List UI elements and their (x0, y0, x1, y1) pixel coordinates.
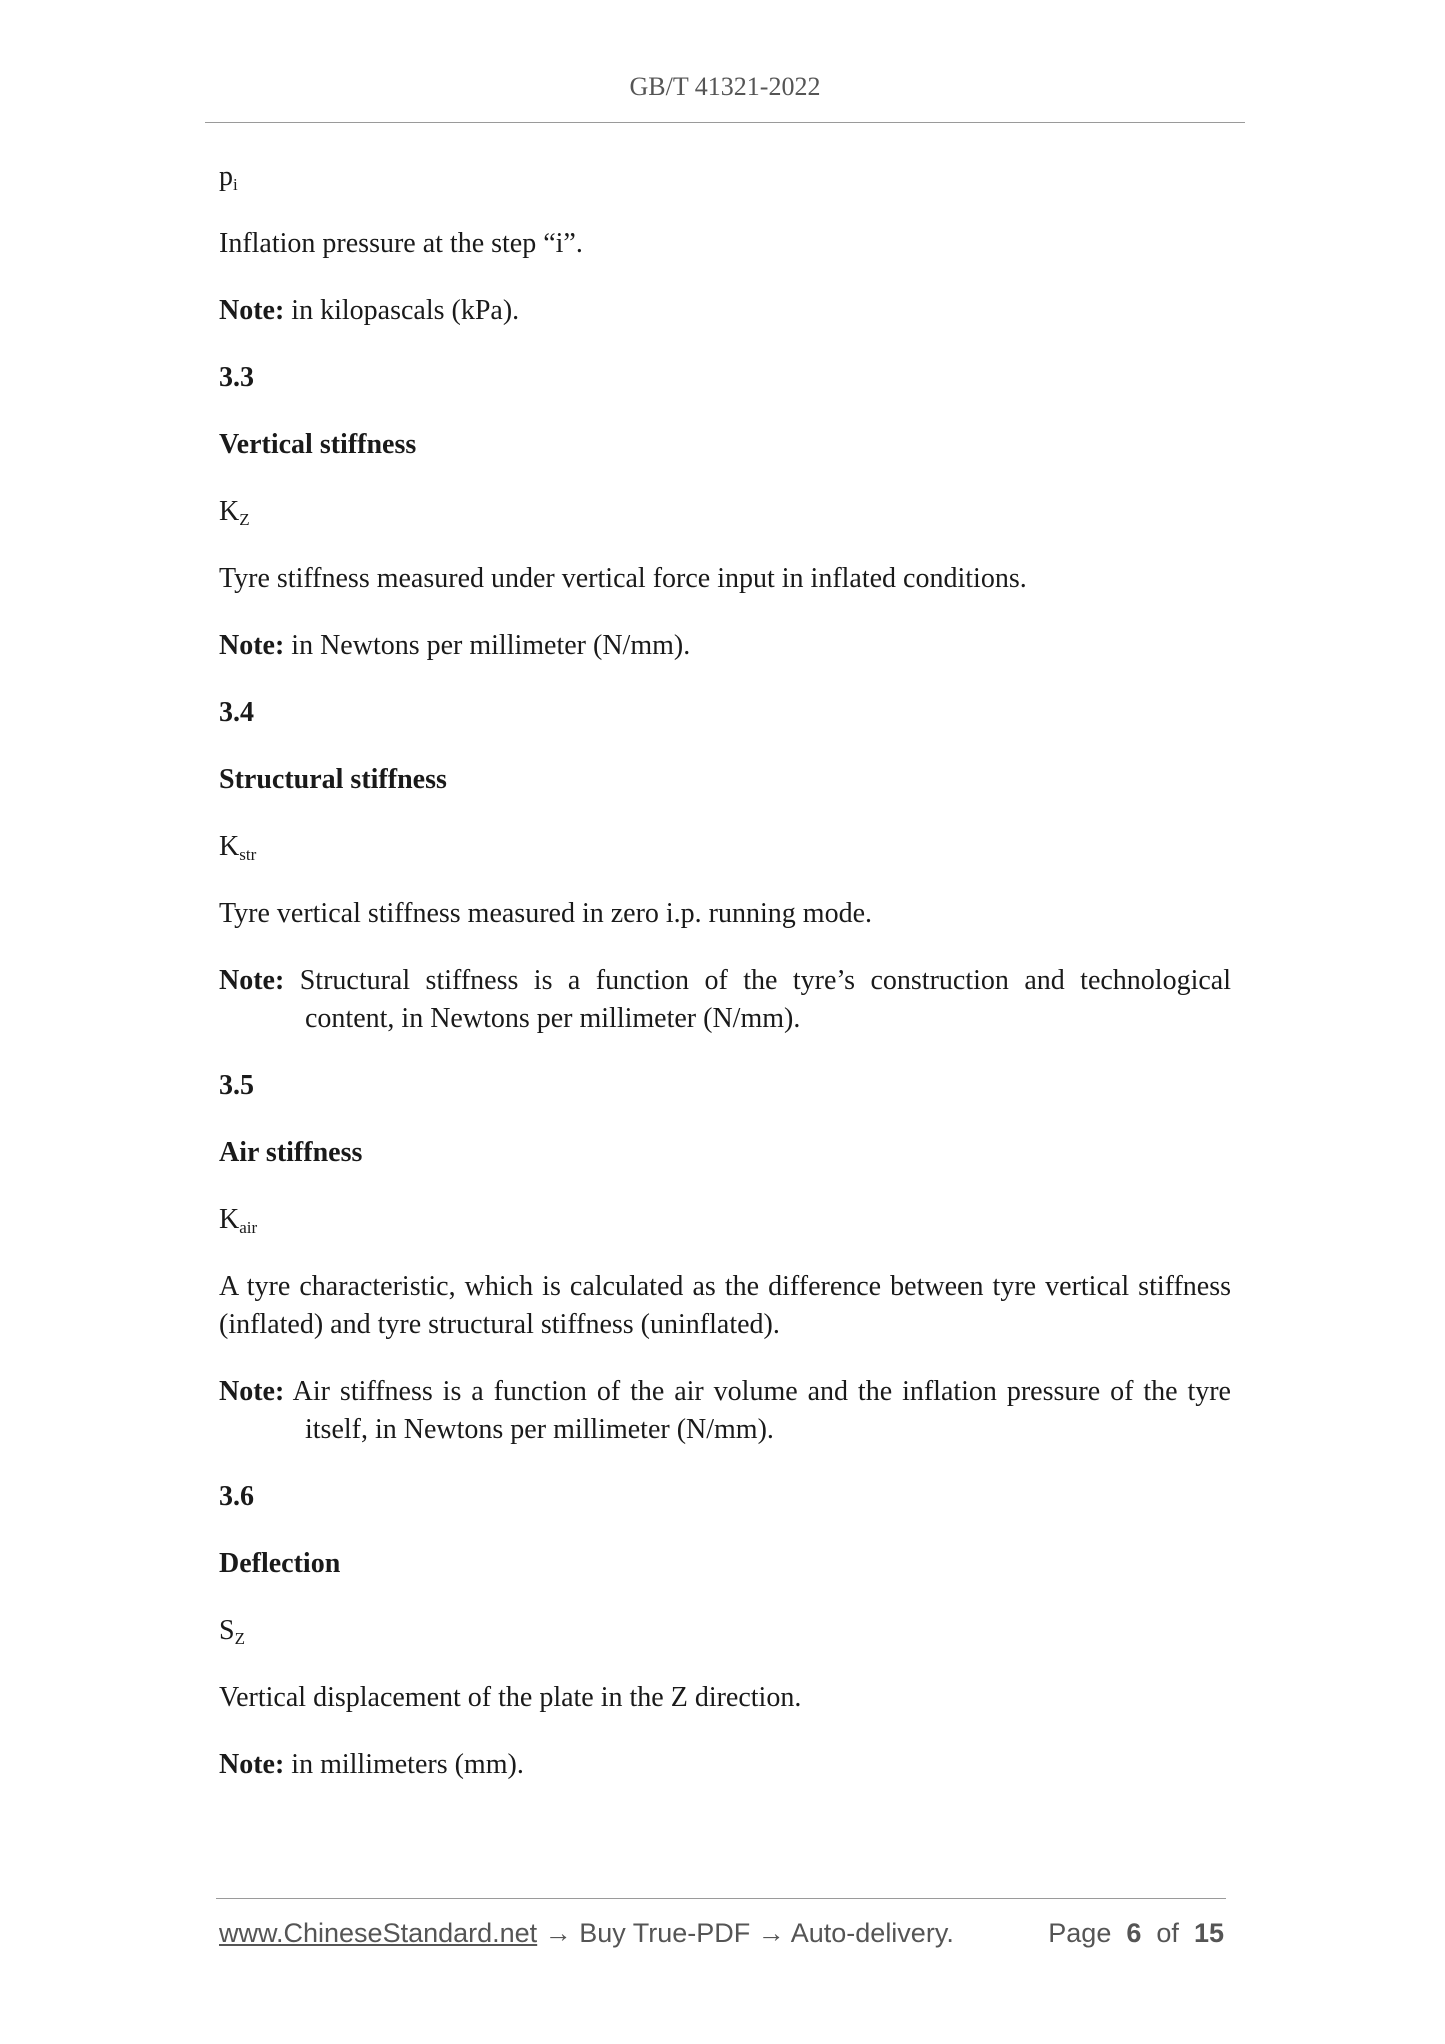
note-air-stiffness: Note: Air stiffness is a function of the air volume and the inflation pressure of the tyre itself, in Newtons per millimeter (N/mm). (219, 1376, 1231, 1445)
section-number-3-3: 3.3 (219, 362, 254, 393)
document-body (219, 158, 1231, 1813)
section-number-3-6: 3.6 (219, 1481, 254, 1512)
term-vertical-stiffness: Vertical stiffness (219, 429, 417, 460)
symbol-kair: $K_{air}$ (219, 1204, 258, 1237)
website-link[interactable]: www.ChineseStandard.net (219, 1918, 538, 1948)
definition-air-stiffness: A tyre characteristic, which is calculated as the difference between tyre vertical stiffness (inflated) and tyre structural stiffness (uninflated). (219, 1271, 1231, 1340)
note-deflection: Note: in millimeters (mm). (219, 1749, 524, 1780)
symbol-kz: $K_Z$ (219, 496, 250, 529)
page-indicator: Page 6 of 15 (1048, 1918, 1224, 1948)
note-structural-stiffness: Note: Structural stiffness is a function of the tyre’s construction and technological content, in Newtons per millimeter (N/mm). (219, 965, 1231, 1034)
definition-deflection: Vertical displacement of the plate in the Z direction. (219, 1682, 802, 1713)
header-divider (205, 122, 1245, 123)
page-header: GB/T 41321-2022 (629, 72, 821, 101)
section-number-3-5: 3.5 (219, 1070, 254, 1101)
definition-structural-stiffness: Tyre vertical stiffness measured in zero i.p. running mode. (219, 898, 872, 929)
symbol-p-i: $p_i$ (219, 161, 238, 194)
term-structural-stiffness: Structural stiffness (219, 764, 447, 795)
term-deflection: Deflection (219, 1548, 341, 1579)
page-footer (219, 1918, 1224, 1949)
symbol-sz: $S_Z$ (219, 1615, 245, 1648)
note-vertical-stiffness: Note: in Newtons per millimeter (N/mm). (219, 630, 691, 661)
symbol-kstr: $K_{str}$ (219, 831, 257, 864)
term-air-stiffness: Air stiffness (219, 1137, 363, 1168)
definition-vertical-stiffness: Tyre stiffness measured under vertical force input in inflated conditions. (219, 563, 1027, 594)
definition-p-i: Inflation pressure at the step “i”. (219, 228, 583, 259)
note-p-i: Note: in kilopascals (kPa). (219, 295, 520, 326)
promo-text: → Buy True-PDF → Auto-delivery. (537, 1918, 954, 1948)
page-total: 15 (1193, 1918, 1224, 1948)
section-number-3-4: 3.4 (219, 697, 254, 728)
page-current: 6 (1126, 1918, 1142, 1948)
footer-divider (216, 1898, 1226, 1899)
